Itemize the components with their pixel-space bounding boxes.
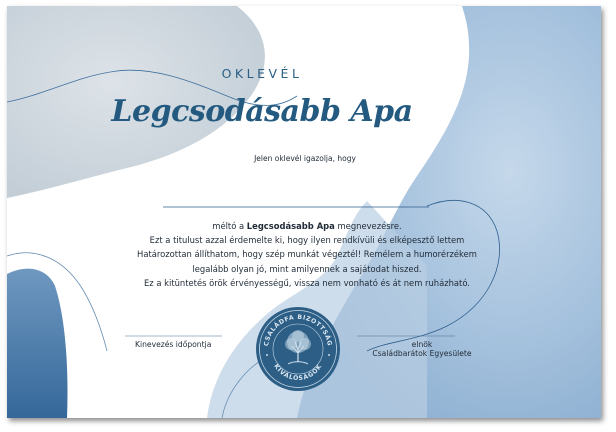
body-line-3: Határozottan állíthatom, hogy szép munkát végeztél! Remélem a humorérzékem xyxy=(137,249,477,260)
certificate-heading: OKLEVÉL xyxy=(221,66,303,81)
certificate xyxy=(7,6,601,418)
seal-badge xyxy=(255,306,341,392)
dark-wash-shape xyxy=(7,269,68,418)
certificate-intro: Jelen oklevél igazolja, hogy xyxy=(254,154,356,163)
body-line-1 xyxy=(37,219,577,233)
award-name: Legcsodásabb Apa xyxy=(246,221,335,231)
body-line-4: legalább olyan jó, mint amilyennek a sajátodat hiszed. xyxy=(192,263,422,274)
seal-bottom-text: KIVÁLÓSÁGOK xyxy=(272,362,324,383)
body-line-2: Ezt a titulust azzal érdemelte ki, hogy ilyen rendkívüli és elképesztő lettem xyxy=(149,235,465,246)
date-label: Kinevezés időpontja xyxy=(135,340,212,349)
signer-organization: Családbarátok Egyesülete xyxy=(372,349,472,358)
body-line-1-suffix: megnevezésre. xyxy=(334,221,402,231)
seal-top-text: CSALÁDFA BIZOTTSÁG xyxy=(263,313,333,347)
signer-title: elnök xyxy=(411,340,433,349)
signer-block xyxy=(357,340,487,358)
body-line-5: Ez a kitüntetés örök érvényességű, vissza nem vonható és át nem ruházható. xyxy=(144,277,470,288)
certificate-body xyxy=(37,219,577,290)
certificate-title: Legcsodásabb Apa xyxy=(111,94,413,129)
body-line-1-prefix: méltó a xyxy=(212,221,247,231)
